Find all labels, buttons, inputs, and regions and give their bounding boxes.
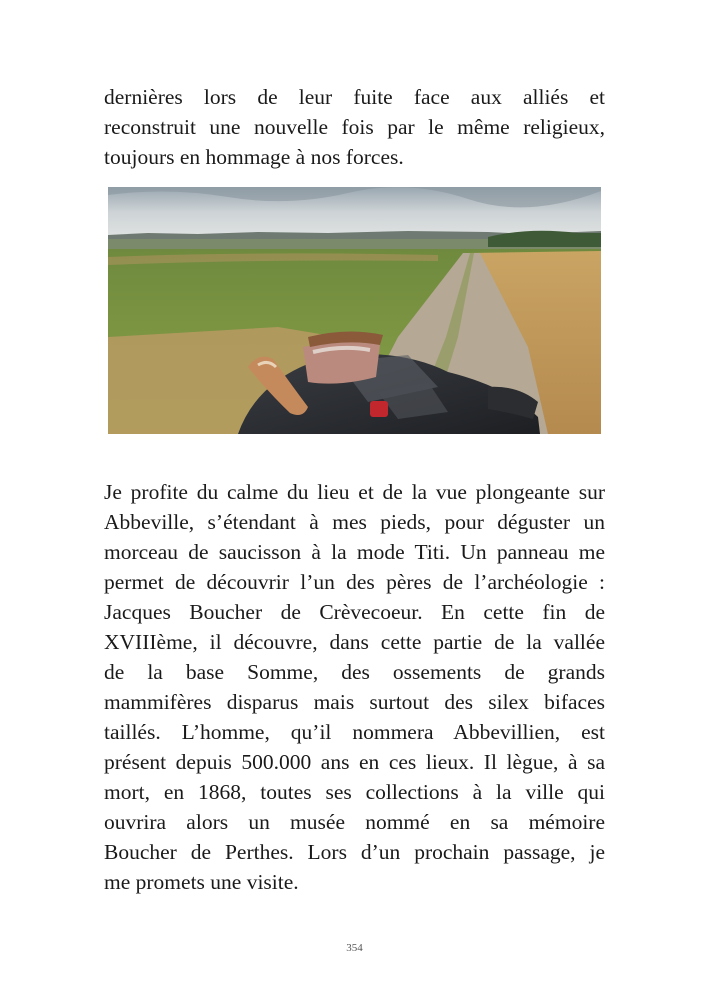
paragraph-2	[104, 477, 605, 897]
landscape-photo	[108, 187, 601, 434]
paragraph-line: toujours en hommage à nos forces.	[104, 145, 404, 169]
paragraph-line: morceau de saucisson à la mode Titi. Un panneau me	[104, 540, 605, 564]
paragraph-line: taillés. L’homme, qu’il nommera Abbevillien, est	[104, 720, 605, 744]
paragraph-line: Jacques Boucher de Crèvecoeur. En cette fin de	[104, 600, 605, 624]
paragraph-line: de la base Somme, des ossements de grands	[104, 660, 605, 684]
page-number: 354	[346, 942, 363, 954]
paragraph-line: présent depuis 500.000 ans en ces lieux. Il lègue, à sa	[104, 750, 605, 774]
paragraph-line: Boucher de Perthes. Lors d’un prochain passage, je	[104, 840, 605, 864]
paragraph-line: permet de découvrir l’un des pères de l’archéologie :	[104, 570, 605, 594]
paragraph-line: mammifères disparus mais surtout des silex bifaces	[104, 690, 605, 714]
paragraph-line: mort, en 1868, toutes ses collections à la ville qui	[104, 780, 605, 804]
paragraph-line: reconstruit une nouvelle fois par le même religieux,	[104, 115, 605, 139]
paragraph-1	[104, 82, 605, 172]
paragraph-line: Abbeville, s’étendant à mes pieds, pour déguster un	[104, 510, 605, 534]
paragraph-line: me promets une visite.	[104, 870, 299, 894]
paragraph-line: dernières lors de leur fuite face aux alliés et	[104, 85, 605, 109]
paragraph-line: ouvrira alors un musée nommé en sa mémoire	[104, 810, 605, 834]
paragraph-line: Je profite du calme du lieu et de la vue plongeante sur	[104, 480, 605, 504]
paragraph-line: XVIIIème, il découvre, dans cette partie de la vallée	[104, 630, 605, 654]
